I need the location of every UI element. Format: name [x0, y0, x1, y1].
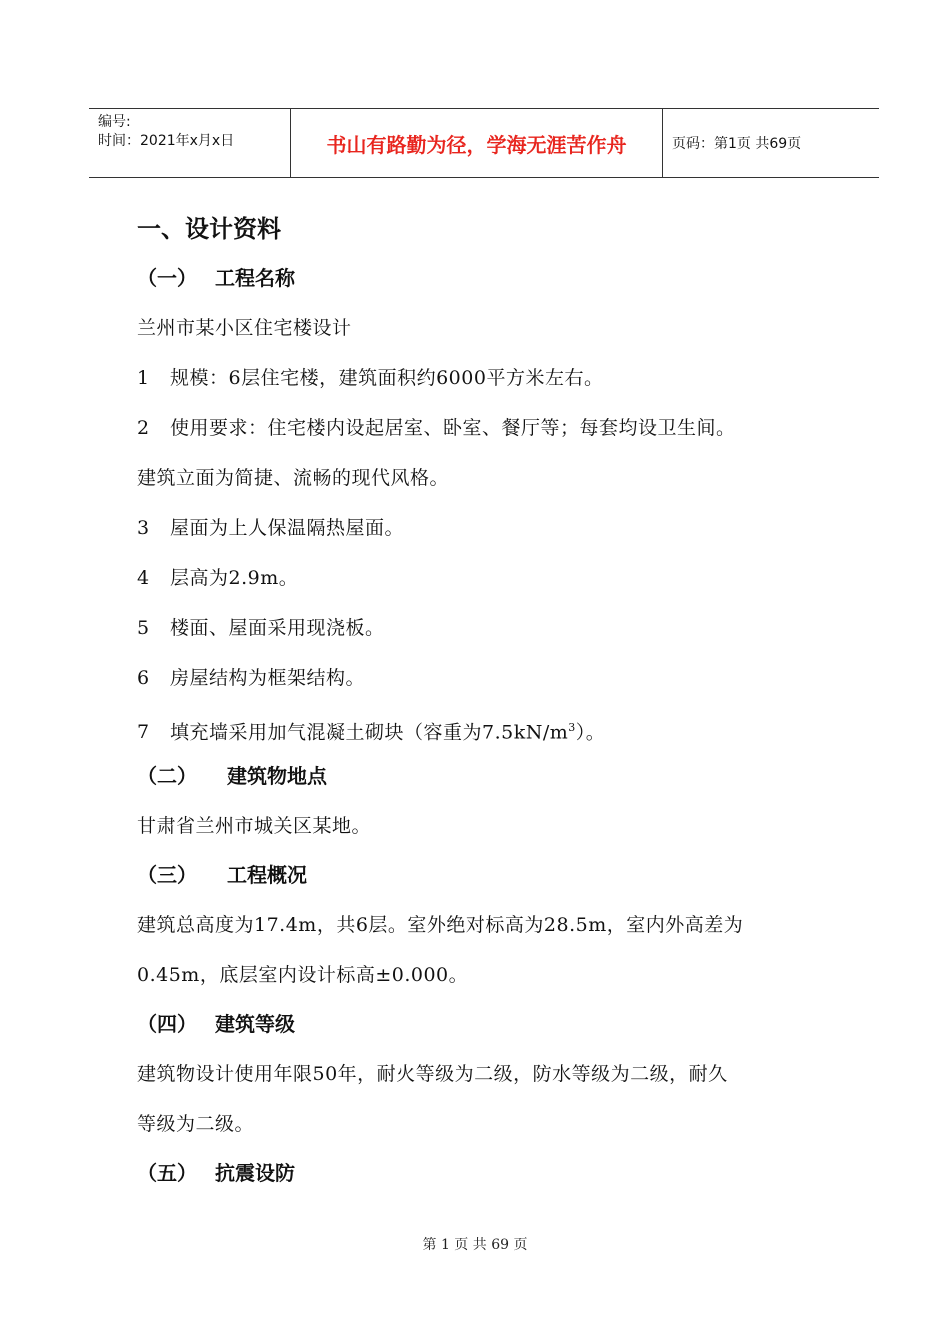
subsection-title: 工程概况 [227, 863, 307, 887]
subsection-heading-2 [137, 763, 327, 789]
list-item [137, 515, 404, 541]
document-time-label: 时间：2021年x月x日 [98, 133, 235, 149]
list-item [137, 715, 605, 745]
header-motto-cell [291, 109, 663, 177]
list-item-text: 楼面、屋面采用现浇板。 [170, 617, 385, 639]
paragraph: 等级为二级。 [137, 1113, 255, 1135]
list-item-text: 房屋结构为框架结构。 [170, 667, 366, 689]
subsection-title: 工程名称 [215, 266, 295, 290]
header-left-cell [89, 109, 291, 177]
list-item-text: 规模：6层住宅楼，建筑面积约6000平方米左右。 [170, 367, 604, 389]
header-page-cell [663, 109, 879, 177]
subsection-marker: （三） [137, 863, 197, 887]
list-item [137, 415, 736, 441]
subsection-title: 建筑物地点 [227, 764, 327, 788]
list-item-number: 4 [137, 567, 150, 589]
header-motto: 书山有路勤为径，学海无涯苦作舟 [326, 133, 627, 157]
paragraph: 建筑立面为简捷、流畅的现代风格。 [137, 467, 450, 489]
paragraph: 建筑总高度为17.4m，共6层。室外绝对标高为28.5m，室内外高差为 [137, 914, 744, 936]
header-page-info: 页码：第1页 共69页 [672, 136, 802, 152]
paragraph: 0.45m，底层室内设计标高±0.000。 [137, 964, 469, 986]
subsection-heading-3 [137, 862, 307, 888]
list-item-number: 7 [137, 721, 150, 744]
subsection-title: 抗震设防 [215, 1161, 295, 1185]
paragraph: 甘肃省兰州市城关区某地。 [137, 815, 372, 837]
list-item [137, 565, 298, 591]
superscript: 3 [568, 721, 576, 734]
list-item-text-end: ）。 [575, 721, 606, 744]
list-item-number: 3 [137, 517, 150, 539]
subsection-heading-1 [137, 265, 295, 291]
document-number-label: 编号: [98, 114, 131, 130]
list-item-number: 2 [137, 417, 150, 439]
subsection-marker: （一） [137, 266, 197, 290]
page-header [89, 108, 879, 178]
subsection-heading-4 [137, 1011, 295, 1037]
subsection-marker: （五） [137, 1161, 197, 1185]
section-title: 一、设计资料 [137, 215, 281, 243]
list-item [137, 665, 365, 691]
subsection-title: 建筑等级 [215, 1012, 295, 1036]
subsection-marker: （四） [137, 1012, 197, 1036]
list-item-text: 填充墙采用加气混凝土砌块（容重为7.5kN/m [170, 721, 569, 744]
list-item-number: 5 [137, 617, 150, 639]
list-item [137, 615, 385, 641]
list-item-number: 6 [137, 667, 150, 689]
paragraph: 建筑物设计使用年限50年，耐火等级为二级，防水等级为二级，耐久 [137, 1063, 728, 1085]
list-item-text: 使用要求：住宅楼内设起居室、卧室、餐厅等；每套均设卫生间。 [170, 417, 736, 439]
list-item-number: 1 [137, 367, 150, 389]
subsection-marker: （二） [137, 764, 197, 788]
list-item-text: 屋面为上人保温隔热屋面。 [170, 517, 405, 539]
subsection-heading-5 [137, 1160, 295, 1186]
list-item [137, 365, 603, 391]
paragraph: 兰州市某小区住宅楼设计 [137, 317, 352, 339]
page-footer: 第 1 页 共 69 页 [422, 1237, 528, 1253]
list-item-text: 层高为2.9m。 [170, 567, 299, 589]
